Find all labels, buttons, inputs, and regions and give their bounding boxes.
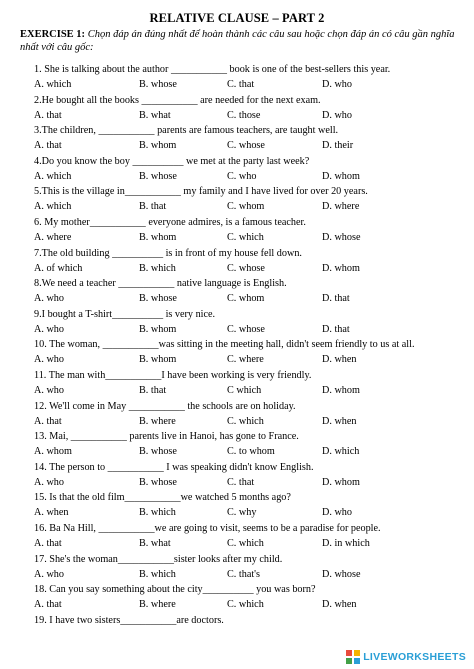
- answer-option-c[interactable]: C. that: [227, 79, 255, 90]
- question-text: 6. My mother___________ everyone admires, is a famous teacher.: [34, 216, 306, 228]
- answer-options: [34, 477, 464, 489]
- answer-option-d[interactable]: D. which: [322, 446, 360, 458]
- question-text: 8.We need a teacher ___________ native language is English.: [34, 278, 287, 290]
- answer-option-b[interactable]: B. whom: [139, 354, 177, 366]
- answer-option-a[interactable]: A. who: [34, 384, 64, 396]
- answer-option-a[interactable]: A. that: [34, 415, 62, 427]
- question-item: [34, 431, 464, 462]
- answer-option-c[interactable]: C. why: [227, 507, 257, 519]
- answer-option-a[interactable]: A. which: [34, 201, 72, 213]
- answer-option-d[interactable]: D. who: [322, 507, 352, 519]
- answer-options: [34, 507, 464, 519]
- answer-option-d[interactable]: D. that: [322, 323, 350, 335]
- answer-option-d[interactable]: D. when: [322, 415, 357, 427]
- answer-option-c[interactable]: C. that's: [227, 568, 260, 580]
- exercise-instruction: [20, 28, 460, 54]
- answer-option-d[interactable]: D. who: [322, 79, 352, 90]
- question-item: [34, 309, 464, 340]
- answer-option-b[interactable]: B. whom: [139, 140, 177, 152]
- answer-options: [34, 385, 464, 397]
- answer-options: [34, 446, 464, 458]
- answer-option-a[interactable]: A. which: [34, 170, 72, 182]
- question-text: 18. Can you say something about the city__________ you was born?: [34, 584, 316, 596]
- question-text: 19. I have two sisters___________are doctors.: [34, 614, 224, 626]
- answer-option-c[interactable]: C. whose: [227, 140, 265, 152]
- answer-options: [34, 232, 464, 244]
- answer-option-b[interactable]: B. that: [139, 384, 167, 396]
- question-text: 17. She's the woman___________sister looks after my child.: [34, 553, 283, 565]
- answer-option-d[interactable]: D. whom: [322, 262, 360, 274]
- answer-options: [34, 110, 464, 122]
- question-text: 7.The old building __________ is in front of my house fell down.: [34, 247, 302, 259]
- answer-option-d[interactable]: D. whom: [322, 476, 360, 488]
- answer-option-b[interactable]: B. what: [139, 109, 171, 121]
- question-text: 10. The woman, ___________was sitting in the meeting hall, didn't seem friendly to us at all.: [34, 339, 415, 351]
- question-text: 12. We'll come in May ___________ the schools are on holiday.: [34, 400, 296, 412]
- answer-option-a[interactable]: A. which: [34, 79, 72, 90]
- answer-option-b[interactable]: B. whose: [139, 293, 177, 305]
- answer-option-d[interactable]: D. whose: [322, 231, 361, 243]
- answer-option-b[interactable]: B. whom: [139, 231, 177, 243]
- answer-option-d[interactable]: D. when: [322, 354, 357, 366]
- answer-option-b[interactable]: B. which: [139, 568, 176, 580]
- question-item: [34, 401, 464, 432]
- answer-options: [34, 201, 464, 213]
- answer-option-d[interactable]: D. where: [322, 201, 360, 213]
- answer-option-b[interactable]: B. which: [139, 507, 176, 519]
- brand-name: LIVEWORKSHEETS: [363, 651, 466, 663]
- answer-options: [34, 538, 464, 550]
- answer-option-c[interactable]: C which: [227, 384, 262, 396]
- answer-option-a[interactable]: A. who: [34, 323, 64, 335]
- question-item: [34, 462, 464, 493]
- answer-option-b[interactable]: B. whose: [139, 476, 177, 488]
- answer-option-c[interactable]: C. to whom: [227, 446, 275, 458]
- answer-option-d[interactable]: D. that: [322, 293, 350, 305]
- answer-option-a[interactable]: A. whom: [34, 446, 72, 458]
- answer-option-c[interactable]: C. who: [227, 170, 257, 182]
- answer-option-d[interactable]: D. who: [322, 109, 352, 121]
- answer-option-b[interactable]: B. whom: [139, 323, 177, 335]
- question-text: 13. Mai, ___________ parents live in Hanoi, has gone to France.: [34, 431, 299, 443]
- question-item: [34, 554, 464, 585]
- exercise-label: EXERCISE 1:: [20, 29, 86, 40]
- answer-option-b[interactable]: B. what: [139, 537, 171, 549]
- answer-options: [34, 569, 464, 581]
- exercise-instruction-text: Chọn đáp án đúng nhất để hoàn thành các câu sau hoặc chọn đáp án có câu gần nghĩa nhất với câu gốc:: [20, 29, 455, 53]
- answer-options: [34, 599, 464, 611]
- question-item: [34, 523, 464, 554]
- answer-option-d[interactable]: D. whom: [322, 170, 360, 182]
- question-text: 16. Ba Na Hill, ___________we are going to visit, seems to be a paradise for people.: [34, 522, 381, 534]
- answer-option-d[interactable]: D. their: [322, 140, 354, 152]
- answer-option-d[interactable]: D. whose: [322, 568, 361, 580]
- question-item: [34, 125, 464, 156]
- answer-options: [34, 354, 464, 366]
- page-title: RELATIVE CLAUSE – PART 2: [149, 11, 325, 25]
- answer-option-a[interactable]: A. when: [34, 507, 69, 519]
- question-item: [34, 339, 464, 370]
- question-item: [34, 186, 464, 217]
- answer-option-c[interactable]: C. those: [227, 109, 261, 121]
- answer-option-a[interactable]: A. where: [34, 231, 72, 243]
- answer-option-b[interactable]: B. whose: [139, 170, 177, 182]
- answer-option-c[interactable]: C. whose: [227, 323, 265, 335]
- answer-options: [34, 79, 464, 91]
- answer-options: [34, 171, 464, 183]
- question-item: [34, 370, 464, 401]
- answer-option-a[interactable]: A. that: [34, 537, 62, 549]
- answer-option-d[interactable]: D. whom: [322, 384, 360, 396]
- answer-option-a[interactable]: A. that: [34, 109, 62, 121]
- question-item: [34, 278, 464, 309]
- liveworksheets-brand[interactable]: [346, 648, 466, 666]
- answer-option-b[interactable]: B. that: [139, 201, 167, 213]
- answer-option-a[interactable]: A. who: [34, 293, 64, 305]
- question-item: [34, 584, 464, 615]
- liveworksheets-logo-icon: [346, 650, 360, 664]
- question-text: 2.He bought all the books ___________ are needed for the next exam.: [34, 94, 321, 106]
- question-text: 1. She is talking about the author ___________ book is one of the best-sellers this year.: [34, 64, 391, 75]
- answer-option-c[interactable]: C. which: [227, 537, 264, 549]
- question-text: 15. Is that the old film___________we watched 5 months ago?: [34, 492, 291, 504]
- answer-option-c[interactable]: C. where: [227, 354, 264, 366]
- answer-option-a[interactable]: A. that: [34, 140, 62, 152]
- question-text: 5.This is the village in___________ my family and I have lived for over 20 years.: [34, 186, 368, 198]
- question-text: 14. The person to ___________ I was speaking didn't know English.: [34, 461, 314, 473]
- answer-option-c[interactable]: C. which: [227, 599, 264, 611]
- answer-option-a[interactable]: A. who: [34, 354, 64, 366]
- question-text: 4.Do you know the boy __________ we met at the party last week?: [34, 155, 310, 167]
- answer-option-b[interactable]: B. where: [139, 599, 176, 611]
- question-text: 3.The children, ___________ parents are famous teachers, are taught well.: [34, 125, 339, 137]
- answer-option-a[interactable]: A. who: [34, 568, 64, 580]
- answer-option-d[interactable]: D. when: [322, 599, 357, 611]
- answer-option-c[interactable]: C. that: [227, 476, 255, 488]
- answer-option-b[interactable]: B. whose: [139, 446, 177, 458]
- question-item: [34, 64, 464, 95]
- question-text: 11. The man with___________I have been working is very friendly.: [34, 369, 312, 381]
- question-text: 9.I bought a T-shirt__________ is very nice.: [34, 308, 216, 320]
- answer-option-a[interactable]: A. who: [34, 476, 64, 488]
- answer-option-c[interactable]: C. whom: [227, 293, 265, 305]
- question-item: [34, 217, 464, 248]
- answer-options: [34, 416, 464, 428]
- question-item: [34, 156, 464, 187]
- question-item: [34, 492, 464, 523]
- answer-option-c[interactable]: C. which: [227, 415, 264, 427]
- answer-option-c[interactable]: C. which: [227, 231, 264, 243]
- question-list: [34, 64, 464, 645]
- answer-option-d[interactable]: D. in which: [322, 537, 370, 549]
- question-item: [34, 248, 464, 279]
- answer-options: [34, 140, 464, 152]
- answer-option-b[interactable]: B. which: [139, 262, 176, 274]
- answer-option-c[interactable]: C. whose: [227, 262, 265, 274]
- answer-option-a[interactable]: A. that: [34, 599, 62, 611]
- answer-options: [34, 324, 464, 336]
- answer-option-c[interactable]: C. whom: [227, 201, 265, 213]
- question-item: [34, 95, 464, 126]
- answer-options: [34, 263, 464, 275]
- answer-option-b[interactable]: B. where: [139, 415, 176, 427]
- question-item: [34, 615, 464, 646]
- answer-options: [34, 293, 464, 305]
- answer-option-b[interactable]: B. whose: [139, 79, 177, 90]
- answer-option-a[interactable]: A. of which: [34, 262, 83, 274]
